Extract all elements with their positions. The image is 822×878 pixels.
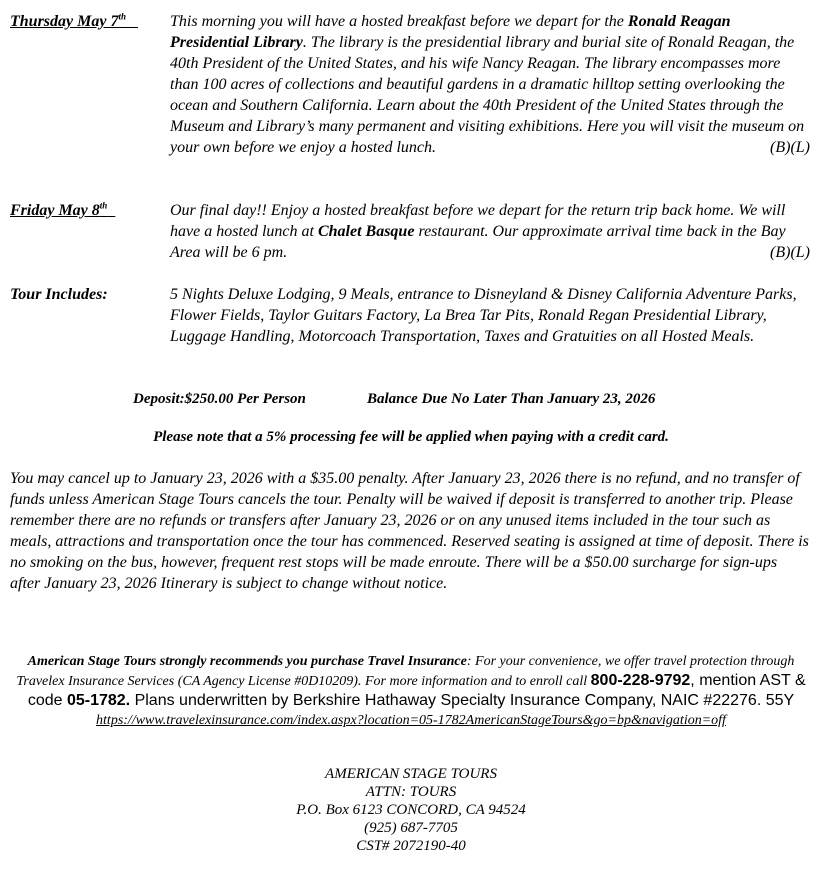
cancellation-policy: You may cancel up to January 23, 2026 with a $35.00 penalty. After January 23, 2026 there is no refund, and no transfer of funds unless American Stage Tours cancels the tour. Penalty will be waived if deposit is transferred to another trip. Please remember there are no refunds or transfers after January 23, 2026 or on any unused items included in the tour such as meals, attractions and transportation once the tour has commenced. Reserved seating is assigned at time of deposit. There is no smoking on the bus, however, frequent rest stops will be made enroute. There will be a $50.00 surcharge for sign-ups after January 23, 2026 Itinerary is subject to change without notice.: [10, 470, 809, 592]
cst-line: CST# 2072190-40: [356, 838, 466, 854]
insurance-section: American Stage Tours strongly recommends you purchase Travel Insurance: For your convenience, we offer travel protection through Travelex Insurance Services (CA Agency License #0D10209). For more information and to enroll call 800-228-9792, mention AST & code 05-1782. Plans underwritten by Berkshire Hathaway Specialty Insurance Company, NAIC #22276. 55Y https://www.travelexinsurance.com/index.aspx?location=05-1782AmericanStageTours&go=bp&navigation=off: [16, 654, 806, 728]
insurance-recommendation: American Stage Tours strongly recommends you purchase Travel Insurance: [27, 654, 467, 669]
friday-text: Our final day!! Enjoy a hosted breakfast before we depart for the return trip back home. We will have a hosted lunch at Chalet Basque restaurant. Our approximate arrival time back in the Bay Area will be 6 pm. (B)(L): [170, 202, 810, 261]
company-name: AMERICAN STAGE TOURS: [325, 766, 497, 782]
library-name: Ronald Reagan Presidential Library: [170, 13, 731, 51]
includes-text: 5 Nights Deluxe Lodging, 9 Meals, entrance to Disneyland & Disney California Adventure Parks, Flower Fields, Taylor Guitars Factory, La Brea Tar Pits, Ronald Regan Presidential Library, Luggage Handling, Motorcoach Transportation, Taxes and Gratuities on all Hosted Meals.: [170, 286, 797, 345]
restaurant-name: Chalet Basque: [317, 223, 415, 240]
thursday-meals: (B)(L): [770, 139, 810, 156]
insurance-code: 05-1782.: [66, 692, 131, 709]
friday-label: Friday May 8th: [10, 200, 108, 219]
thursday-text: This morning you will have a hosted breakfast before we depart for the Ronald Reagan Presidential Library. The library is the presidential library and burial site of Ronald Reagan, the 40th President of the United States, and his wife Nancy Reagan. The library encompasses more than 100 acres of collections and beautiful gardens in a dramatic hilltop setting overlooking the ocean and Southern California. Learn about the 40th President of the United States through the Museum and Library’s many permanent and visiting exhibitions. Here you will visit the museum on your own before we enjoy a hosted lunch. (B)(L): [170, 13, 810, 156]
address-block: [0, 765, 822, 855]
phone-line: (925) 687-7705: [364, 820, 458, 836]
insurance-phone[interactable]: 800-228-9792: [590, 672, 691, 689]
balance-due-text: Balance Due No Later Than January 23, 2026: [367, 391, 656, 407]
attn-line: ATTN: TOURS: [365, 784, 457, 800]
insurance-link[interactable]: https://www.travelexinsurance.com/index.aspx?location=05-1782AmericanStageTours&go=bp&navigation=off: [96, 713, 726, 728]
po-box-line: P.O. Box 6123 CONCORD, CA 94524: [296, 802, 526, 818]
thursday-label: Thursday May 7th: [10, 11, 126, 30]
deposit-text: Deposit:$250.00 Per Person: [133, 391, 306, 407]
processing-fee-note: Please note that a 5% processing fee will be applied when paying with a credit card.: [153, 429, 669, 445]
friday-meals: (B)(L): [770, 244, 810, 261]
includes-label: Tour Includes:: [10, 286, 108, 303]
